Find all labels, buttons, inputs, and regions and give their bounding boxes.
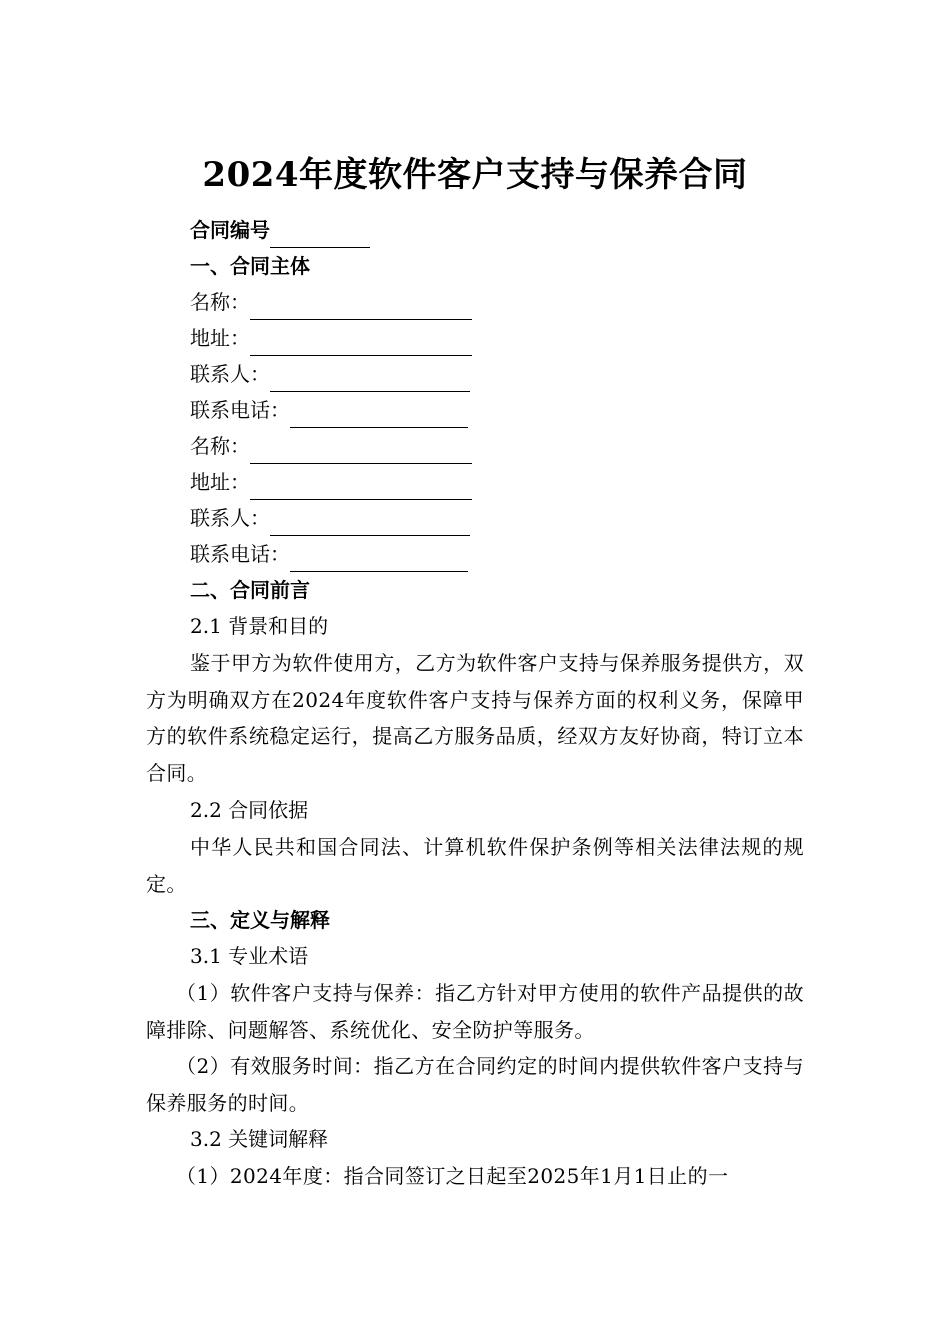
party-b-address-line: [190, 464, 472, 500]
section-3-1-item-2: （2）有效服务时间：指乙方在合同约定的时间内提供软件客户支持与保养服务的时间。: [146, 1054, 804, 1115]
party-b-phone-blank: [290, 545, 468, 572]
party-a-contact-blank: [270, 365, 470, 392]
party-a-phone-label: 联系电话：: [190, 398, 290, 422]
party-b-phone-label: 联系电话：: [190, 542, 290, 566]
party-b-name-line: [190, 428, 472, 464]
party-a-name-line: [190, 284, 472, 320]
party-b-address-label: 地址：: [190, 470, 250, 494]
document-title: 2024年度软件客户支持与保养合同: [202, 155, 748, 195]
section-3-heading: 三、定义与解释: [190, 908, 330, 932]
party-a-address-blank: [250, 329, 472, 356]
party-b-contact-label: 联系人：: [190, 506, 270, 530]
party-a-address-line: [190, 320, 472, 356]
party-a-address-label: 地址：: [190, 326, 250, 350]
section-3-2-item-1: （1）2024年度：指合同签订之日起至2025年1月1日止的一: [176, 1164, 729, 1188]
section-2-1-paragraph: 鉴于甲方为软件使用方，乙方为软件客户支持与保养服务提供方，双方为明确双方在2024年度软件客户支持与保养方面的权利义务，保障甲方的软件系统稳定运行，提高乙方服务品质，经双方友好协商，特订立本合同。: [146, 651, 804, 786]
section-2-heading: 二、合同前言: [190, 578, 310, 602]
section-3-1-heading: 3.1 专业术语: [190, 944, 309, 968]
section-1-heading: 一、合同主体: [190, 254, 310, 278]
section-2-2-heading: 2.2 合同依据: [190, 798, 309, 822]
party-a-phone-blank: [290, 401, 468, 428]
party-b-name-label: 名称：: [190, 434, 250, 458]
contract-number-label: 合同编号: [190, 218, 270, 242]
section-2-2-paragraph: 中华人民共和国合同法、计算机软件保护条例等相关法律法规的规定。: [146, 835, 804, 896]
party-b-contact-line: [190, 500, 470, 536]
party-a-phone-line: [190, 392, 468, 428]
party-a-contact-line: [190, 356, 470, 392]
section-3-2-heading: 3.2 关键词解释: [190, 1127, 329, 1151]
party-b-name-blank: [250, 437, 472, 464]
contract-number-blank: [270, 221, 370, 248]
section-3-1-item-1: （1）软件客户支持与保养：指乙方针对甲方使用的软件产品提供的故障排除、问题解答、系统优化、安全防护等服务。: [146, 981, 804, 1042]
party-a-name-label: 名称：: [190, 290, 250, 314]
party-b-contact-blank: [270, 509, 470, 536]
party-b-address-blank: [250, 473, 472, 500]
section-2-1-heading: 2.1 背景和目的: [190, 614, 329, 638]
party-a-contact-label: 联系人：: [190, 362, 270, 386]
party-b-phone-line: [190, 536, 468, 572]
contract-number-line: [190, 212, 370, 248]
party-a-name-blank: [250, 293, 472, 320]
